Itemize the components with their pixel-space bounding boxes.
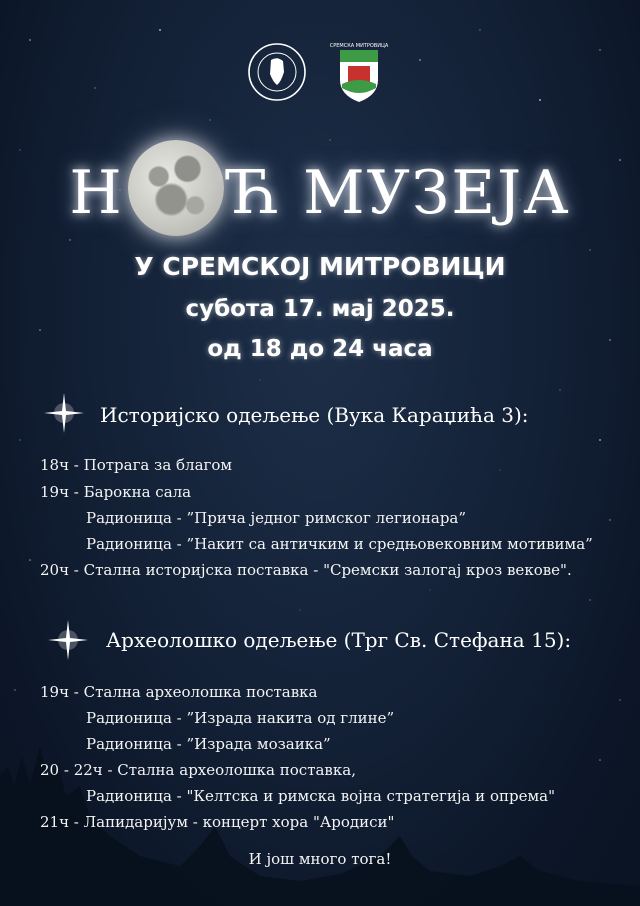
city-coat-of-arms-logo xyxy=(329,40,389,104)
schedule-line: 19ч - Барокна сала xyxy=(40,483,192,501)
main-title xyxy=(0,158,640,236)
schedule-line: Радионица - ”Израда мозаика” xyxy=(86,735,331,753)
title-part-1: Н xyxy=(69,158,124,228)
schedule-line: 20 - 22ч - Стална археолошка поставка, xyxy=(40,761,356,779)
moon-icon xyxy=(128,140,224,236)
section-historical-heading: Историјско одељење (Вука Караџића 3): xyxy=(100,403,529,427)
city-logo-text: СРЕМСКА МИТРОВИЦА xyxy=(329,43,389,49)
museum-seal-logo xyxy=(247,42,307,102)
subtitle-date: субота 17. мај 2025. xyxy=(185,296,455,322)
schedule-line: 21ч - Лапидаријум - концерт хора "Ародиси" xyxy=(40,813,395,831)
sparkle-star-1 xyxy=(44,393,84,433)
schedule-line: Радионица - ”Израда накита од глине” xyxy=(86,709,395,727)
schedule-line: Радионица - ”Накит са античким и средњовековним мотивима” xyxy=(86,535,593,553)
schedule-line: 20ч - Стална историјска поставка - "Сремски залогај кроз векове". xyxy=(40,561,572,579)
section-archaeological-heading: Археолошко одељење (Трг Св. Стефана 15): xyxy=(106,628,572,652)
subtitle-city: У СРЕМСКОЈ МИТРОВИЦИ xyxy=(134,252,506,281)
schedule-line: 19ч - Стална археолошка поставка xyxy=(40,683,318,701)
schedule-line: Радионица - "Келтска и римска војна стратегија и опрема" xyxy=(86,787,555,805)
schedule-line: Радионица - ”Прича једног римског легионара” xyxy=(86,509,467,527)
sparkle-star-2 xyxy=(48,620,88,660)
schedule-line: 18ч - Потрага за благом xyxy=(40,456,233,474)
footer-text: И још много тога! xyxy=(248,850,392,868)
subtitle-time: од 18 до 24 часа xyxy=(207,336,433,362)
title-part-2: Ћ МУЗЕЈА xyxy=(227,158,571,228)
